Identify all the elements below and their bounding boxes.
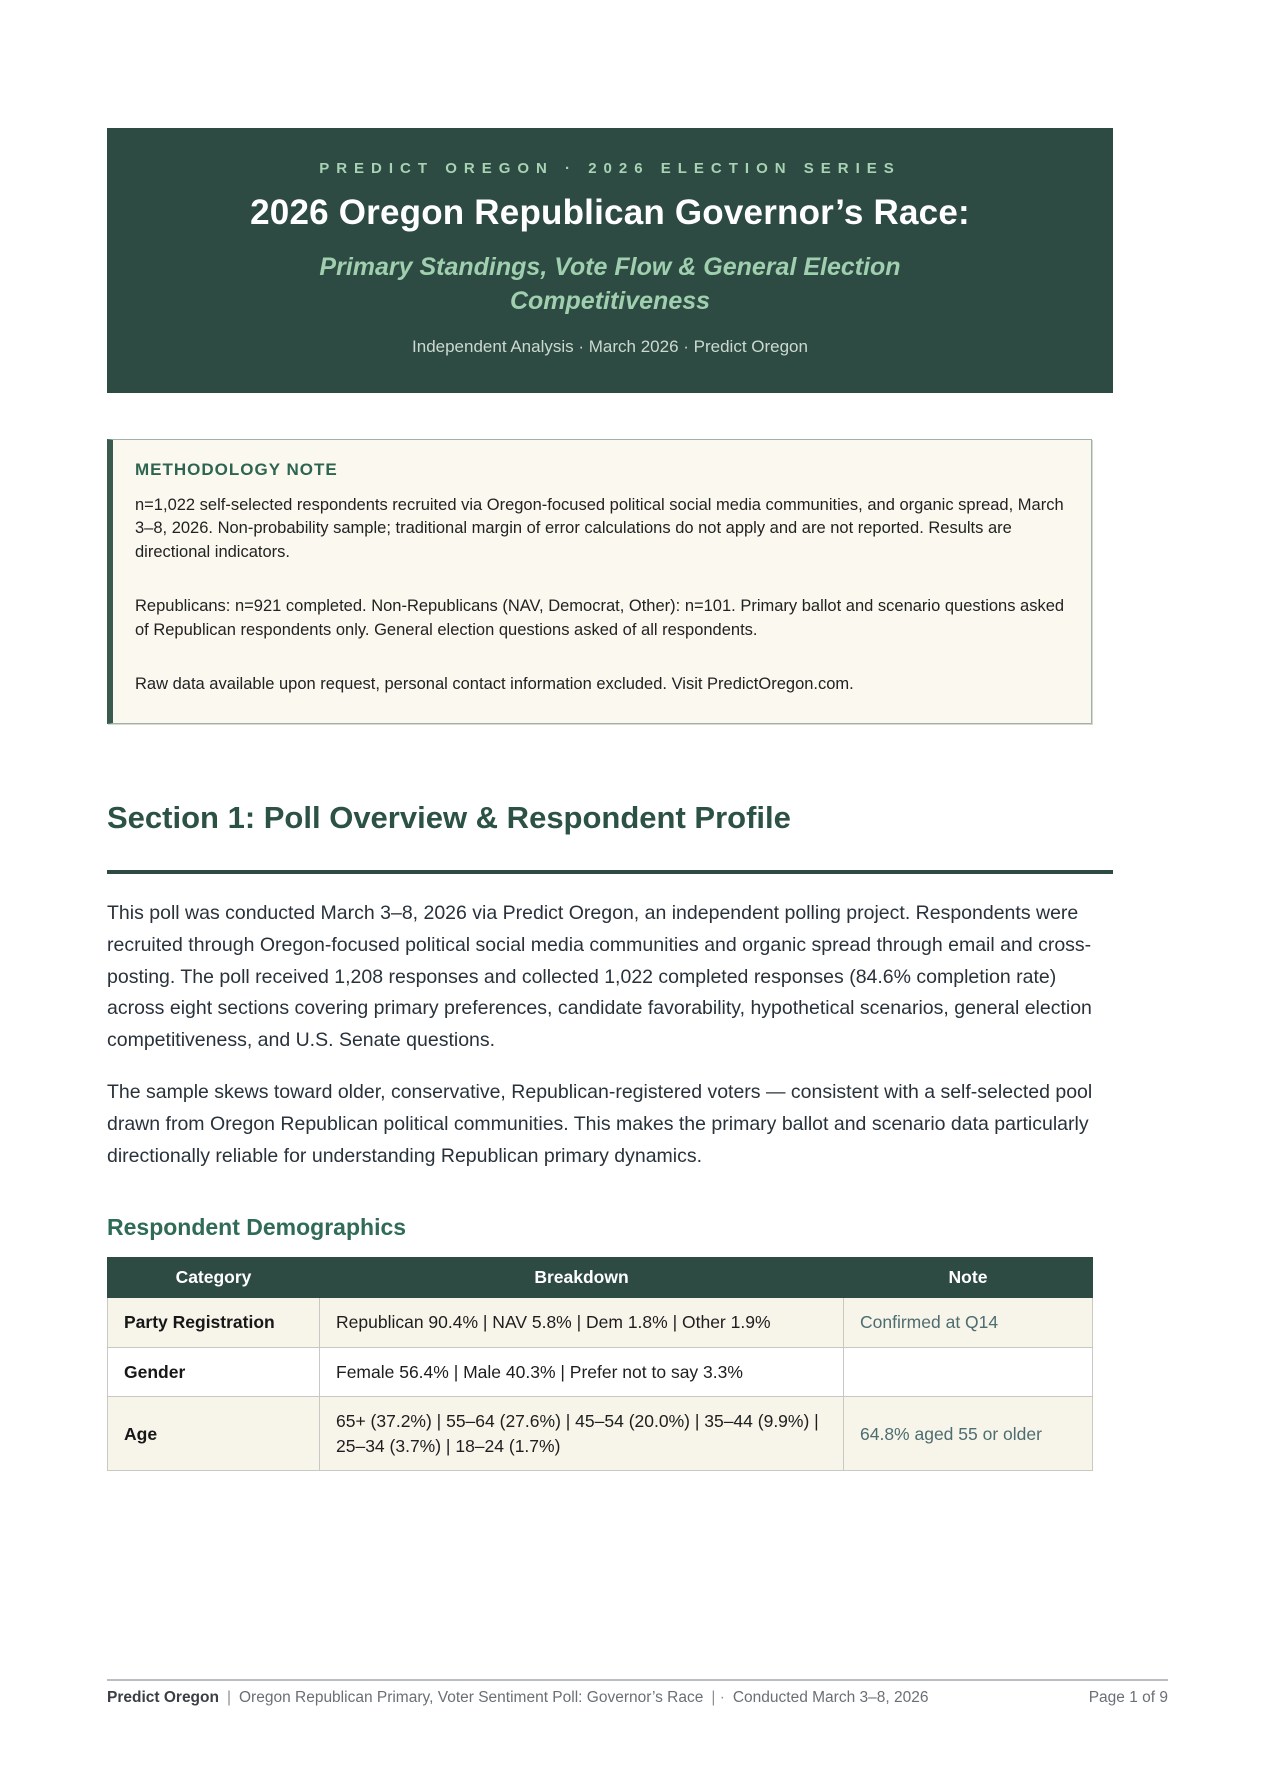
note-cell: Confirmed at Q14 [844,1298,1093,1348]
footer-page-number: Page 1 of 9 [1088,1689,1168,1706]
report-meta: Independent Analysis · March 2026 · Predict Oregon [412,336,808,356]
demographics-table [107,1257,1093,1471]
footer-separator: | · [711,1689,725,1706]
table-row [108,1397,1093,1471]
category-cell: Age [108,1397,320,1471]
section-divider [107,870,1113,874]
overview-paragraph: The sample skews toward older, conservative, Republican-registered voters — consistent with a self-selected pool drawn from Oregon Republican political communities. This makes the primary ballot and scenario data particularly directionally reliable for understanding Republican primary dynamics. [107,1080,1093,1167]
table-row [108,1298,1093,1348]
series-eyebrow: PREDICT OREGON · 2026 ELECTION SERIES [319,160,901,177]
methodology-paragraph: Raw data available upon request, personal contact information excluded. Visit PredictOregon.com. [135,675,854,694]
breakdown-cell: Republican 90.4% | NAV 5.8% | Dem 1.8% | Other 1.9% [320,1298,844,1348]
category-cell: Gender [108,1347,320,1397]
table-row [108,1347,1093,1397]
breakdown-cell: Female 56.4% | Male 40.3% | Prefer not to say 3.3% [320,1347,844,1397]
footer-conducted: Conducted March 3–8, 2026 [732,1689,929,1706]
category-cell: Party Registration [108,1298,320,1348]
report-subtitle: Primary Standings, Vote Flow & General Election Competitiveness [319,253,901,315]
column-header-breakdown: Breakdown [320,1258,844,1298]
methodology-heading: METHODOLOGY NOTE [135,459,338,479]
report-title: 2026 Oregon Republican Governor’s Race: [250,193,970,232]
column-header-note: Note [844,1258,1093,1298]
document-page [0,128,1275,1778]
footer-left [107,1689,928,1707]
footer-separator: | [226,1689,231,1706]
methodology-paragraph: n=1,022 self-selected respondents recruited via Oregon-focused political social media communities, and organic spread, March 3–8, 2026. Non-probability sample; traditional margin of error calculations do not apply and are not reported. Results are directional indicators. [135,495,1064,562]
methodology-paragraph: Republicans: n=921 completed. Non-Republicans (NAV, Democrat, Other): n=101. Primary ballot and scenario questions asked of Republican respondents only. General election questions asked of all respondents. [135,597,1065,640]
section-1-title: Section 1: Poll Overview & Respondent Profile [107,800,791,836]
page-footer [107,1679,1168,1707]
demographics-heading: Respondent Demographics [107,1214,407,1241]
report-header-banner [107,128,1113,393]
methodology-note-box [107,439,1092,725]
footer-brand: Predict Oregon [107,1689,219,1706]
table-header-row [108,1258,1093,1298]
footer-description: Oregon Republican Primary, Voter Sentiment Poll: Governor’s Race [239,1689,704,1706]
overview-paragraph: This poll was conducted March 3–8, 2026 via Predict Oregon, an independent polling project. Respondents were recruited through Oregon-focused political social media communities and organic spread through email and cross-posting. The poll received 1,208 responses and collected 1,022 completed responses (84.6% completion rate) across eight sections covering primary preferences, candidate favorability, hypothetical scenarios, general election competitiveness, and U.S. Senate questions. [107,902,1092,1052]
column-header-category: Category [108,1258,320,1298]
note-cell: 64.8% aged 55 or older [844,1397,1093,1471]
note-cell [844,1347,1093,1397]
breakdown-cell: 65+ (37.2%) | 55–64 (27.6%) | 45–54 (20.0%) | 35–44 (9.9%) | 25–34 (3.7%) | 18–24 (1.7%) [320,1397,844,1471]
